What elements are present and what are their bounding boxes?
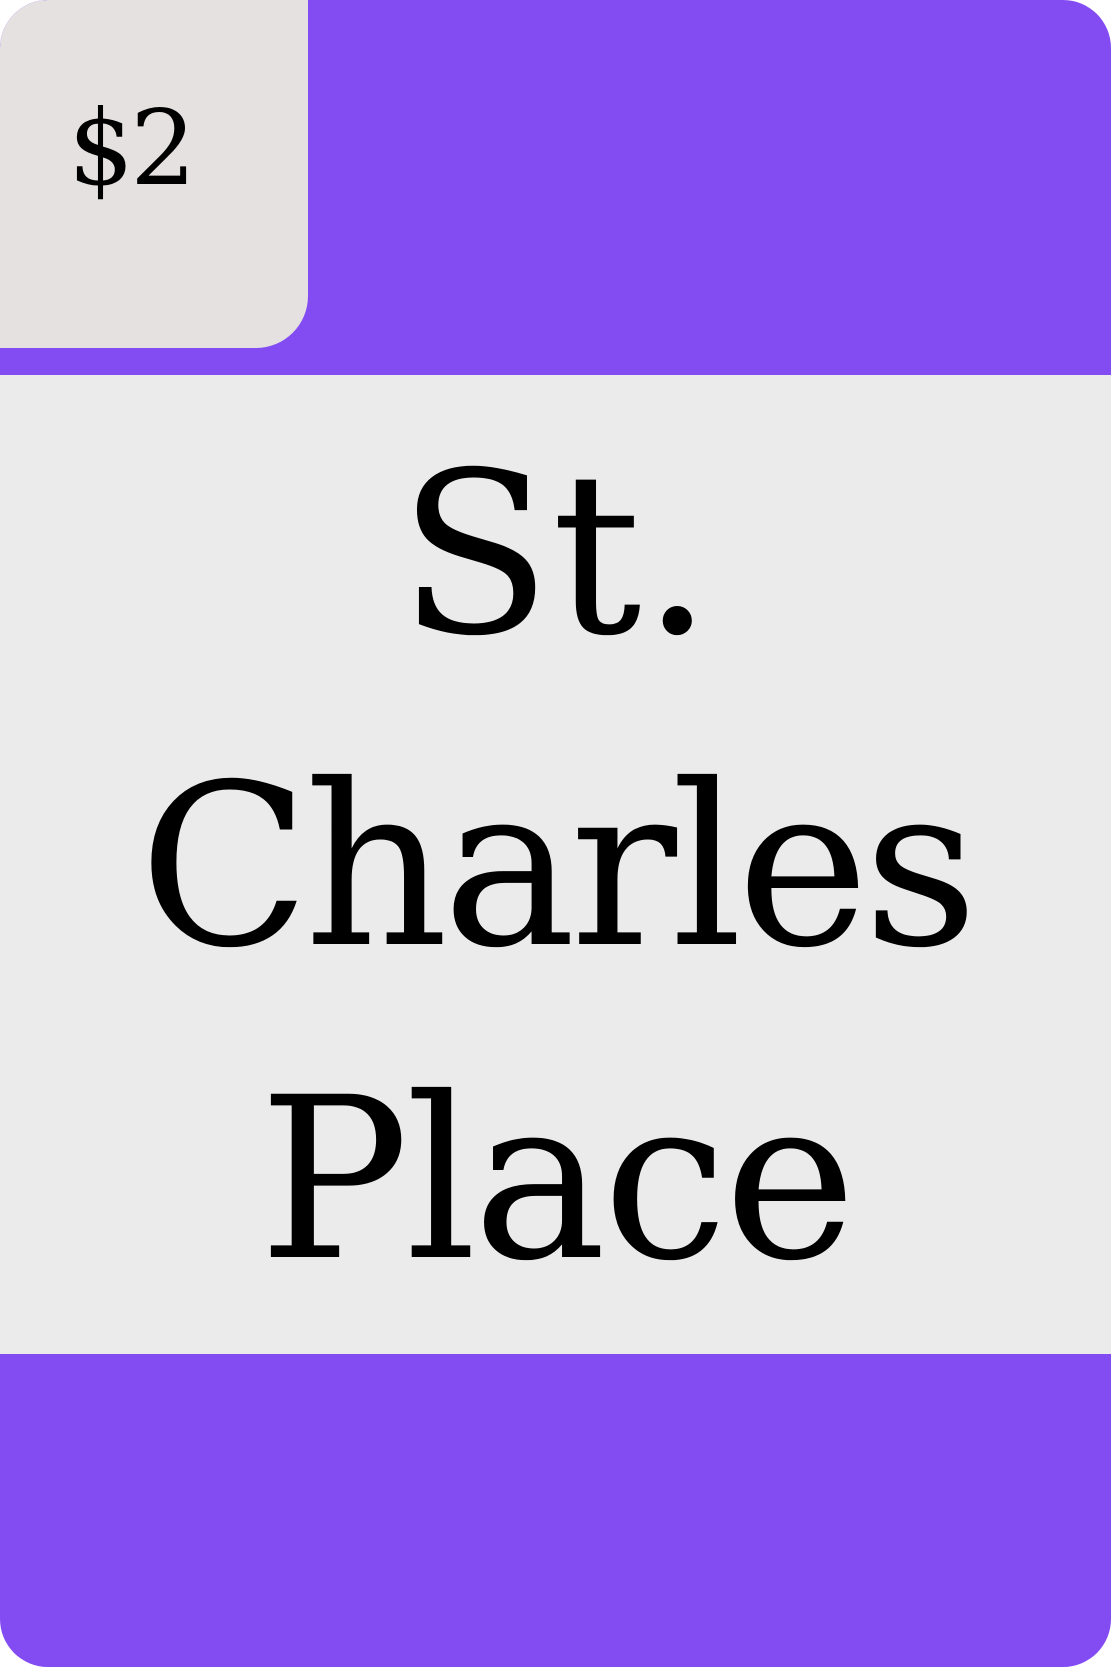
price-label: $2 <box>68 87 193 209</box>
property-name-line-2: Charles <box>138 736 973 997</box>
price-tab <box>0 0 308 348</box>
property-name-line-1: St. <box>398 424 713 685</box>
property-name-line-3: Place <box>258 1049 853 1310</box>
property-name <box>0 375 1111 1354</box>
